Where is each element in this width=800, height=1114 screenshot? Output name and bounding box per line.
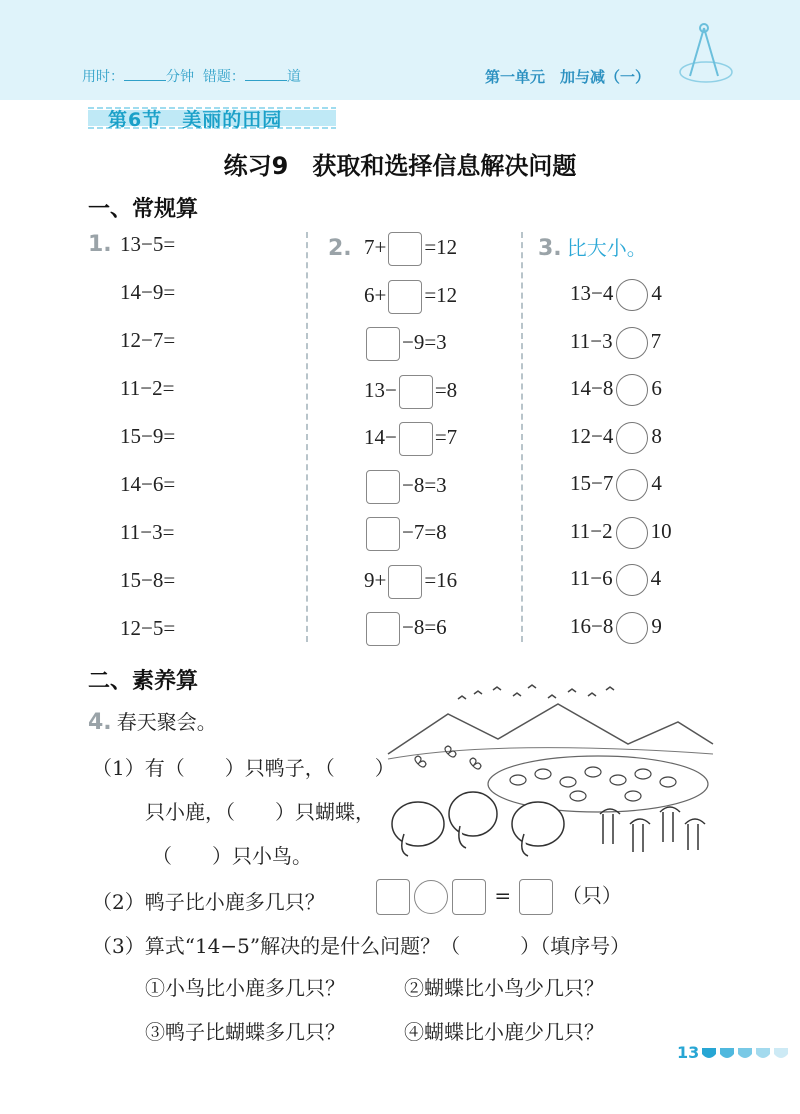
q3-left: 12−4 — [570, 423, 614, 448]
compare-circle[interactable] — [616, 422, 648, 454]
q1-equation[interactable]: 15−9= — [120, 424, 176, 448]
q2-equation — [364, 612, 447, 646]
q1-equation[interactable]: 11−2= — [120, 376, 175, 400]
q3-right: 4 — [651, 280, 662, 305]
unit-title: 第一单元 加与减（一） — [484, 68, 650, 86]
part2-heading: 二、素养算 — [88, 669, 199, 694]
q3-header — [538, 232, 647, 261]
q3-right: 4 — [651, 470, 662, 495]
q2-after: =12 — [424, 234, 458, 259]
compass-icon — [676, 20, 736, 90]
q3-left: 14−8 — [570, 375, 614, 400]
option-2: ②蝴蝶比小鸟少几只？ — [404, 976, 604, 1000]
q4-sub1-line3: （ ）只小鸟。 — [152, 844, 312, 868]
q3-right: 7 — [650, 328, 662, 353]
answer-box[interactable] — [388, 232, 422, 266]
q4-header — [88, 706, 217, 735]
q2-equation — [364, 280, 457, 314]
q2-after: −7=8 — [402, 519, 447, 544]
duck-icon — [510, 767, 676, 801]
answer-box[interactable] — [366, 470, 400, 504]
q2-before: 7+ — [364, 234, 387, 259]
column-divider — [306, 232, 308, 642]
page-number: 13 — [677, 1043, 700, 1062]
q3-comparison — [570, 374, 662, 406]
answer-box[interactable] — [366, 327, 400, 361]
errors-blank[interactable] — [245, 68, 287, 81]
compare-circle[interactable] — [616, 469, 648, 501]
q3-comparison — [570, 517, 672, 549]
q1-equation[interactable]: 14−9= — [120, 280, 176, 304]
spring-gathering-illustration — [378, 684, 718, 864]
q2-after: −9=3 — [402, 329, 447, 354]
answer-box[interactable] — [366, 517, 400, 551]
q1-equation[interactable]: 12−7= — [120, 328, 176, 352]
q3-right: 8 — [651, 423, 662, 448]
minute-label: 分钟 — [166, 69, 194, 85]
q3-left: 11−2 — [570, 518, 613, 543]
compare-circle[interactable] — [616, 517, 648, 549]
q3-label: 比大小。 — [566, 236, 647, 260]
time-blank[interactable] — [124, 68, 166, 81]
q1-equation[interactable]: 15−8= — [120, 568, 176, 592]
q3-right: 4 — [650, 565, 662, 590]
answer-box[interactable] — [452, 879, 486, 915]
count-label: 道 — [286, 69, 301, 85]
q2-before: 14− — [364, 424, 397, 449]
answer-box[interactable] — [388, 280, 422, 314]
q1-number: 1. — [88, 232, 112, 257]
q2-after: =7 — [434, 424, 458, 449]
q2-equation — [364, 327, 447, 361]
q2-after: =12 — [424, 282, 458, 307]
q3-comparison — [570, 279, 662, 311]
q3-right: 9 — [651, 613, 662, 638]
q3-left: 16−8 — [570, 613, 614, 638]
answer-box[interactable] — [376, 879, 410, 915]
q4-sub1-line1: （1）有（ ）只鸭子，（ ） — [92, 756, 395, 780]
q4-sub2-row — [92, 886, 325, 915]
option-1: ①小鸟比小鹿多几只？ — [145, 976, 345, 1000]
compare-circle[interactable] — [616, 612, 648, 644]
q4-sub3-text: （3）算式“14−5”解决的是什么问题？（ ）（填序号） — [92, 934, 631, 958]
q1-equation[interactable]: 11−3= — [120, 520, 175, 544]
section-title: 第6节 美丽的田园 — [108, 109, 283, 131]
answer-box[interactable] — [399, 422, 433, 456]
compare-circle[interactable] — [616, 327, 648, 359]
q1-equation[interactable]: 12−5= — [120, 616, 176, 640]
q3-comparison — [570, 564, 661, 596]
q3-comparison — [570, 422, 662, 454]
q4-sub2-text: （2）鸭子比小鹿多几只？ — [92, 890, 325, 914]
part1-heading: 一、常规算 — [88, 197, 199, 222]
answer-box[interactable] — [388, 565, 422, 599]
exercise-title: 练习9 获取和选择信息解决问题 — [223, 152, 577, 180]
compare-circle[interactable] — [616, 374, 648, 406]
equals-sign: = — [494, 883, 512, 908]
option-4: ④蝴蝶比小鹿少几只？ — [404, 1020, 604, 1044]
q3-right: 10 — [650, 518, 672, 543]
q2-equation — [364, 375, 457, 409]
operator-circle[interactable] — [414, 880, 448, 914]
option-3: ③鸭子比蝴蝶多几只？ — [145, 1020, 345, 1044]
q3-left: 11−3 — [570, 328, 613, 353]
unit-label: （只） — [561, 883, 622, 908]
q3-number: 3. — [538, 236, 562, 261]
q2-before: 9+ — [364, 567, 387, 592]
compare-circle[interactable] — [616, 279, 648, 311]
q2-equation — [364, 565, 457, 599]
q1-equation[interactable]: 13−5= — [120, 232, 176, 256]
page-decoration-icon — [700, 1046, 792, 1062]
q2-after: =8 — [434, 377, 458, 402]
q4-sub1-line2: 只小鹿，（ ）只蝴蝶， — [145, 800, 375, 824]
q1-equation[interactable]: 14−6= — [120, 472, 176, 496]
q3-comparison — [570, 469, 662, 501]
q2-after: −8=3 — [402, 472, 447, 497]
q2-after: −8=6 — [402, 614, 447, 639]
answer-box[interactable] — [399, 375, 433, 409]
q3-comparison — [570, 327, 661, 359]
q3-left: 11−6 — [570, 565, 613, 590]
answer-box[interactable] — [366, 612, 400, 646]
compare-circle[interactable] — [616, 564, 648, 596]
q3-right: 6 — [651, 375, 662, 400]
time-record — [82, 66, 301, 86]
q2-equation — [364, 422, 457, 456]
bird-icon — [458, 685, 614, 699]
deer-icon — [600, 807, 705, 852]
q2-equation — [364, 517, 447, 551]
q4-number: 4. — [88, 710, 112, 735]
q2-before: 13− — [364, 377, 397, 402]
time-label: 用时： — [82, 69, 124, 85]
q4-sub2-equation — [374, 879, 622, 915]
elephant-icon — [392, 792, 564, 856]
q3-comparison — [570, 612, 662, 644]
errors-label: 错题： — [202, 69, 245, 85]
q2-before: 6+ — [364, 282, 387, 307]
q2-equation — [364, 470, 447, 504]
q3-left: 13−4 — [570, 280, 614, 305]
q2-equation — [364, 232, 457, 266]
column-divider — [521, 232, 523, 642]
q3-left: 15−7 — [570, 470, 614, 495]
q2-number: 2. — [328, 236, 352, 261]
q4-title: 春天聚会。 — [116, 710, 217, 734]
answer-box[interactable] — [519, 879, 553, 915]
q2-after: =16 — [424, 567, 458, 592]
